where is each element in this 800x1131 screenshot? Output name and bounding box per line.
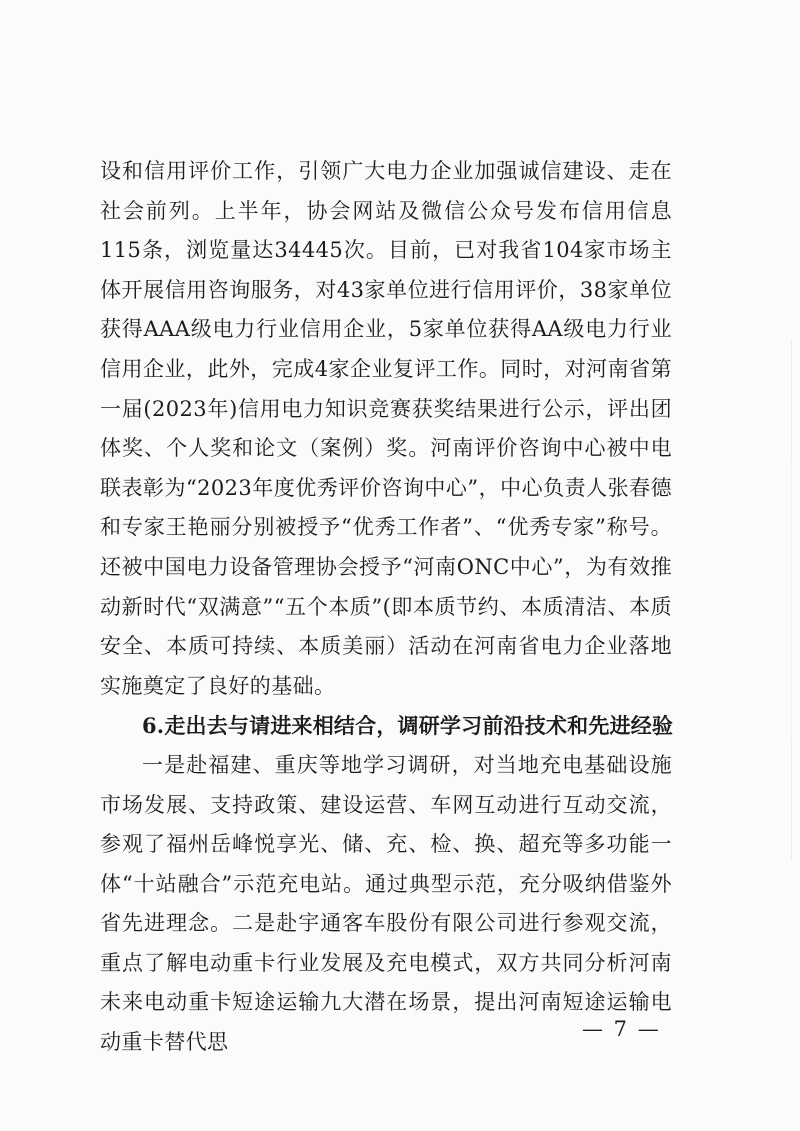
- paragraph-continued: 设和信用评价工作，引领广大电力企业加强诚信建设、走在社会前列。上半年，协会网站及微信公众号发布信用信息115条，浏览量达34445次。目前，已对我省104家市场主体开展信用咨询服务，对43家单位进行信用评价，38家单位获得AAA级电力行业信用企业，5家单位获得AA级电力行业信用企业，此外，完成4家企业复评工作。同时，对河南省第一届(2023年)信用电力知识竞赛获奖结果进行公示，评出团体奖、个人奖和论文（案例）奖。河南评价咨询中心被中电联表彰为“2023年度优秀评价咨询中心”，中心负责人张春德和专家王艳丽分别被授予“优秀工作者”、“优秀专家”称号。还被中国电力设备管理协会授予“河南ONC中心”，为有效推动新时代“双满意”“五个本质”(即本质节约、本质清洁、本质安全、本质可持续、本质美丽）活动在河南省电力企业落地实施奠定了良好的基础。: [100, 159, 672, 698]
- section-heading: 6.走出去与请进来相结合，调研学习前沿技术和先进经验: [142, 713, 674, 739]
- page-body: [100, 152, 672, 1063]
- paragraph-research: 一是赴福建、重庆等地学习调研，对当地充电基础设施市场发展、支持政策、建设运营、车网互动进行互动交流，参观了福州岳峰悦享光、储、充、检、换、超充等多功能一体“十站融合”示范充电站。通过典型示范，充分吸纳借鉴外省先进理念。二是赴宇通客车股份有限公司进行参观交流，重点了解电动重卡行业发展及充电模式，双方共同分析河南未来电动重卡短途运输九大潜在场景，提出河南短途运输电动重卡替代思: [100, 752, 672, 1055]
- scan-edge-mark: [791, 340, 792, 860]
- page-number: — 7 —: [582, 1017, 661, 1041]
